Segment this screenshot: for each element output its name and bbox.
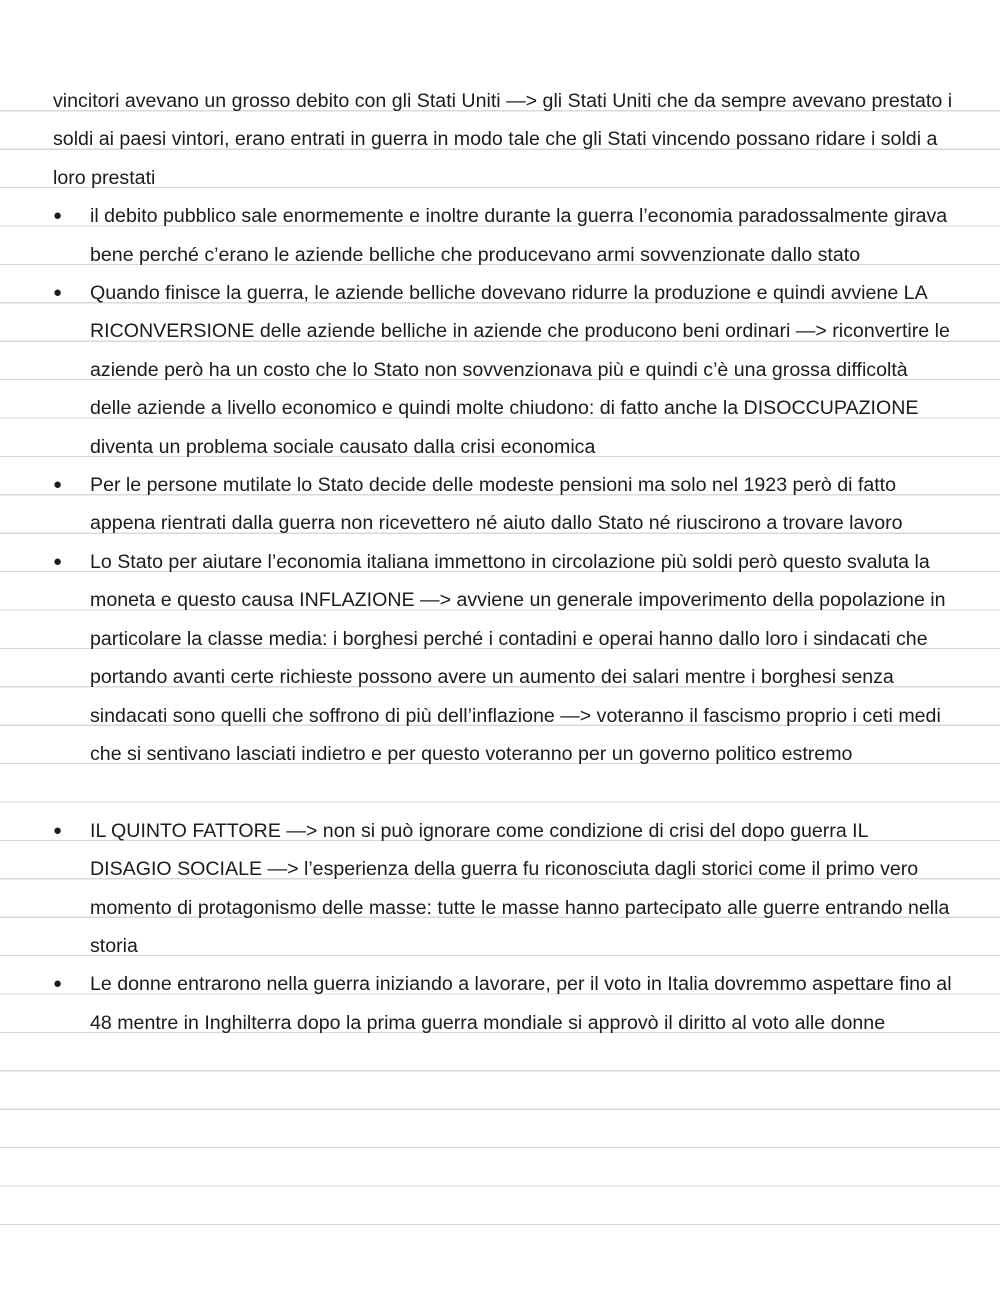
intro-paragraph: vincitori avevano un grosso debito con gli Stati Uniti —> gli Stati Uniti che da sempre avevano prestato i soldi ai paesi vintori, erano entrati in guerra in modo tale che gli Stati vincendo possano ridare i soldi a loro prestati — [53, 90, 953, 189]
bullet-icon: ● — [53, 476, 63, 494]
list-item — [53, 543, 953, 773]
bullet-icon: ● — [53, 552, 63, 570]
list-item-text: IL QUINTO FATTORE —> non si può ignorare come condizione di crisi del dopo guerra IL DISAGIO SOCIALE —> l’esperienza della guerra fu riconosciuta dagli storici come il primo vero momento di protagonismo delle masse: tutte le masse hanno partecipato alle guerre entrando nella storia — [90, 819, 950, 957]
bullet-icon: ● — [53, 207, 63, 225]
list-item — [53, 466, 953, 543]
notes-content — [53, 82, 953, 1042]
list-item-text: Le donne entrarono nella guerra iniziando a lavorare, per il voto in Italia dovremmo aspettare fino al 48 mentre in Inghilterra dopo la prima guerra mondiale si approvò il diritto al voto alle donne — [90, 973, 952, 1034]
blank-line — [53, 773, 953, 811]
bullet-icon: ● — [53, 284, 63, 302]
bullet-icon: ● — [53, 975, 63, 993]
list-item — [53, 812, 953, 966]
list-item — [53, 274, 953, 466]
list-item-text: Per le persone mutilate lo Stato decide delle modeste pensioni ma solo nel 1923 però di fatto appena rientrati dalla guerra non ricevettero né aiuto dallo Stato né riuscirono a trovare lavoro — [90, 474, 903, 535]
list-item — [53, 197, 953, 274]
list-item-text: Lo Stato per aiutare l’economia italiana immettono in circolazione più soldi però questo svaluta la moneta e questo causa INFLAZIONE —> avviene un generale impoverimento della popolazione in particolare la classe media: i borghesi perché i contadini e operai hanno dallo loro i sindacati che portando avanti certe richieste possono avere un aumento dei salari mentre i borghesi senza sindacati sono quelli che soffrono di più dell’inflazione —> voteranno il fascismo proprio i ceti medi che si sentivano lasciati indietro e per questo voteranno per un governo politico estremo — [90, 550, 946, 765]
bullet-icon: ● — [53, 821, 63, 839]
list-item-text: il debito pubblico sale enormemente e inoltre durante la guerra l’economia paradossalmente girava bene perché c’erano le aziende belliche che producevano armi sovvenzionate dallo stato — [90, 205, 948, 266]
bullet-list-economy — [53, 197, 953, 773]
bullet-list-society — [53, 812, 953, 1042]
list-item-text: Quando finisce la guerra, le aziende belliche dovevano ridurre la produzione e quindi avviene LA RICONVERSIONE delle aziende belliche in aziende che producono beni ordinari —> riconvertire le aziende però ha un costo che lo Stato non sovvenzionava più e quindi c’è una grossa difficoltà delle aziende a livello economico e quindi molte chiudono: di fatto anche la DISOCCUPAZIONE diventa un problema sociale causato dalla crisi economica — [90, 282, 950, 458]
list-item — [53, 965, 953, 1042]
